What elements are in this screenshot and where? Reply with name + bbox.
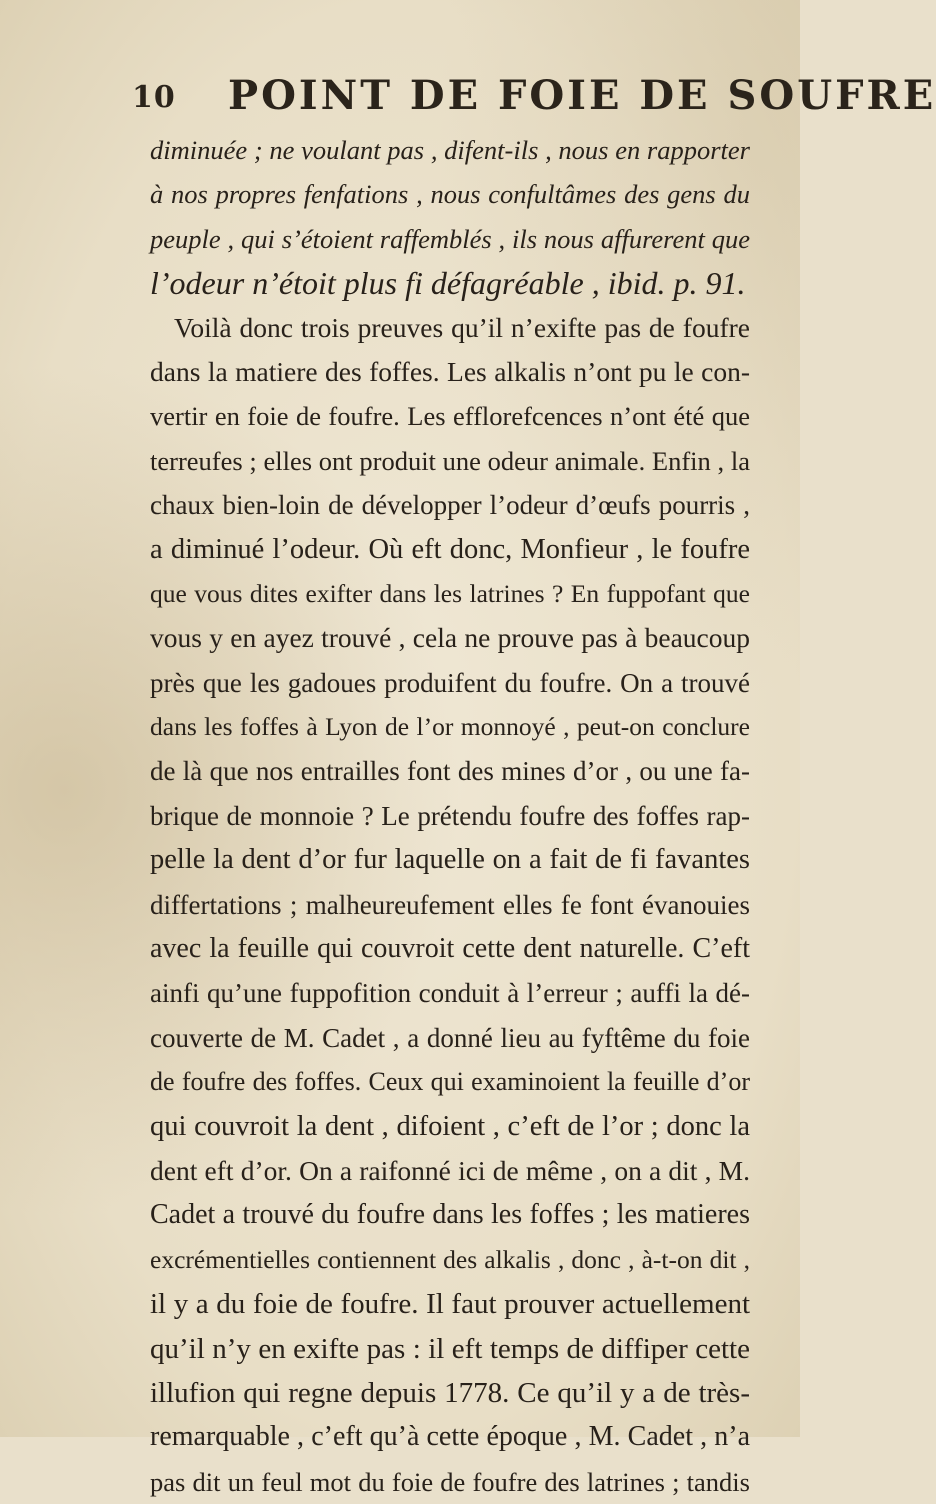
text-line: dans les foffes à Lyon de l’or monnoyé , peut-on conclure (150, 712, 750, 742)
text-line: dans la matiere des foffes. Les alkalis n’ont pu le con- (150, 355, 750, 387)
page-header (128, 72, 936, 122)
text-line: vertir en foie de foufre. Les efflorefcences n’ont été que (150, 401, 750, 432)
text-line: peuple , qui s’étoient raffemblés , ils nous affurerent que (150, 223, 750, 254)
text-line: près que les gadoues produifent du foufre. On a trouvé (150, 667, 750, 698)
text-line: terreufes ; elles ont produit une odeur animale. Enfin , la (150, 445, 750, 476)
text-line: brique de monnoie ? Le prétendu foufre des foffes rap- (150, 800, 750, 831)
text-line: à nos propres fenfations , nous confultâmes des gens du (150, 179, 750, 210)
text-line: excrémentielles contiennent des alkalis , donc , à-t-on dit , (150, 1244, 750, 1274)
text-line: Cadet a trouvé du foufre dans les foffes ; les matieres (150, 1199, 750, 1231)
text-line: illufion qui regne depuis 1778. Ce qu’il y a de très- (150, 1376, 750, 1409)
text-line: dent eft d’or. On a raifonné ici de même , on a dit , M. (150, 1154, 750, 1186)
text-line: qu’il n’y en exifte pas : il eft temps de diffiper cette (150, 1332, 750, 1365)
text-line: Voilà donc trois preuves qu’il n’exifte pas de foufre (174, 311, 750, 343)
text-line: qui couvroit la dent , difoient , c’eft de l’or ; donc la (150, 1110, 750, 1142)
text-line: de là que nos entrailles font des mines d’or , ou une fa- (150, 756, 750, 787)
text-line: chaux bien-loin de développer l’odeur d’œufs pourris , (150, 490, 750, 521)
text-line: que vous dites exifter dans les latrines ? En fuppofant que (150, 578, 750, 608)
text-line: vous y en ayez trouvé , cela ne prouve pas à beaucoup (150, 622, 750, 654)
text-line: diminuée ; ne voulant pas , difent-ils , nous en rapporter (150, 135, 750, 165)
text-line: couverte de M. Cadet , a donné lieu au fyftême du foie (150, 1022, 750, 1053)
text-line: differtations ; malheureufement elles fe font évanouies (150, 889, 750, 920)
text-line: avec la feuille qui couvroit cette dent naturelle. C’eft (150, 933, 750, 965)
text-line: de foufre des foffes. Ceux qui examinoient la feuille d’or (150, 1067, 750, 1097)
page-number: 10 (132, 80, 176, 115)
text-line: pelle la dent d’or fur laquelle on a fait de fi favantes (150, 844, 750, 876)
body-text (150, 128, 750, 1504)
text-line: pas dit un feul mot du foie de foufre des latrines ; tandis (150, 1466, 750, 1497)
text-line: l’odeur n’étoit plus fi défagréable , ibid. p. 91. (150, 265, 746, 302)
text-line: ainfi qu’une fuppofition conduit à l’erreur ; auffi la dé- (150, 978, 750, 1009)
text-line: a diminué l’odeur. Où eft donc, Monfieur , le foufre (150, 533, 750, 565)
text-line: il y a du foie de foufre. Il faut prouver actuellement (150, 1288, 750, 1321)
running-head: POINT DE FOIE DE SOUFRE (228, 72, 936, 119)
text-line: remarquable , c’eft qu’à cette époque , M. Cadet , n’a (150, 1421, 750, 1453)
